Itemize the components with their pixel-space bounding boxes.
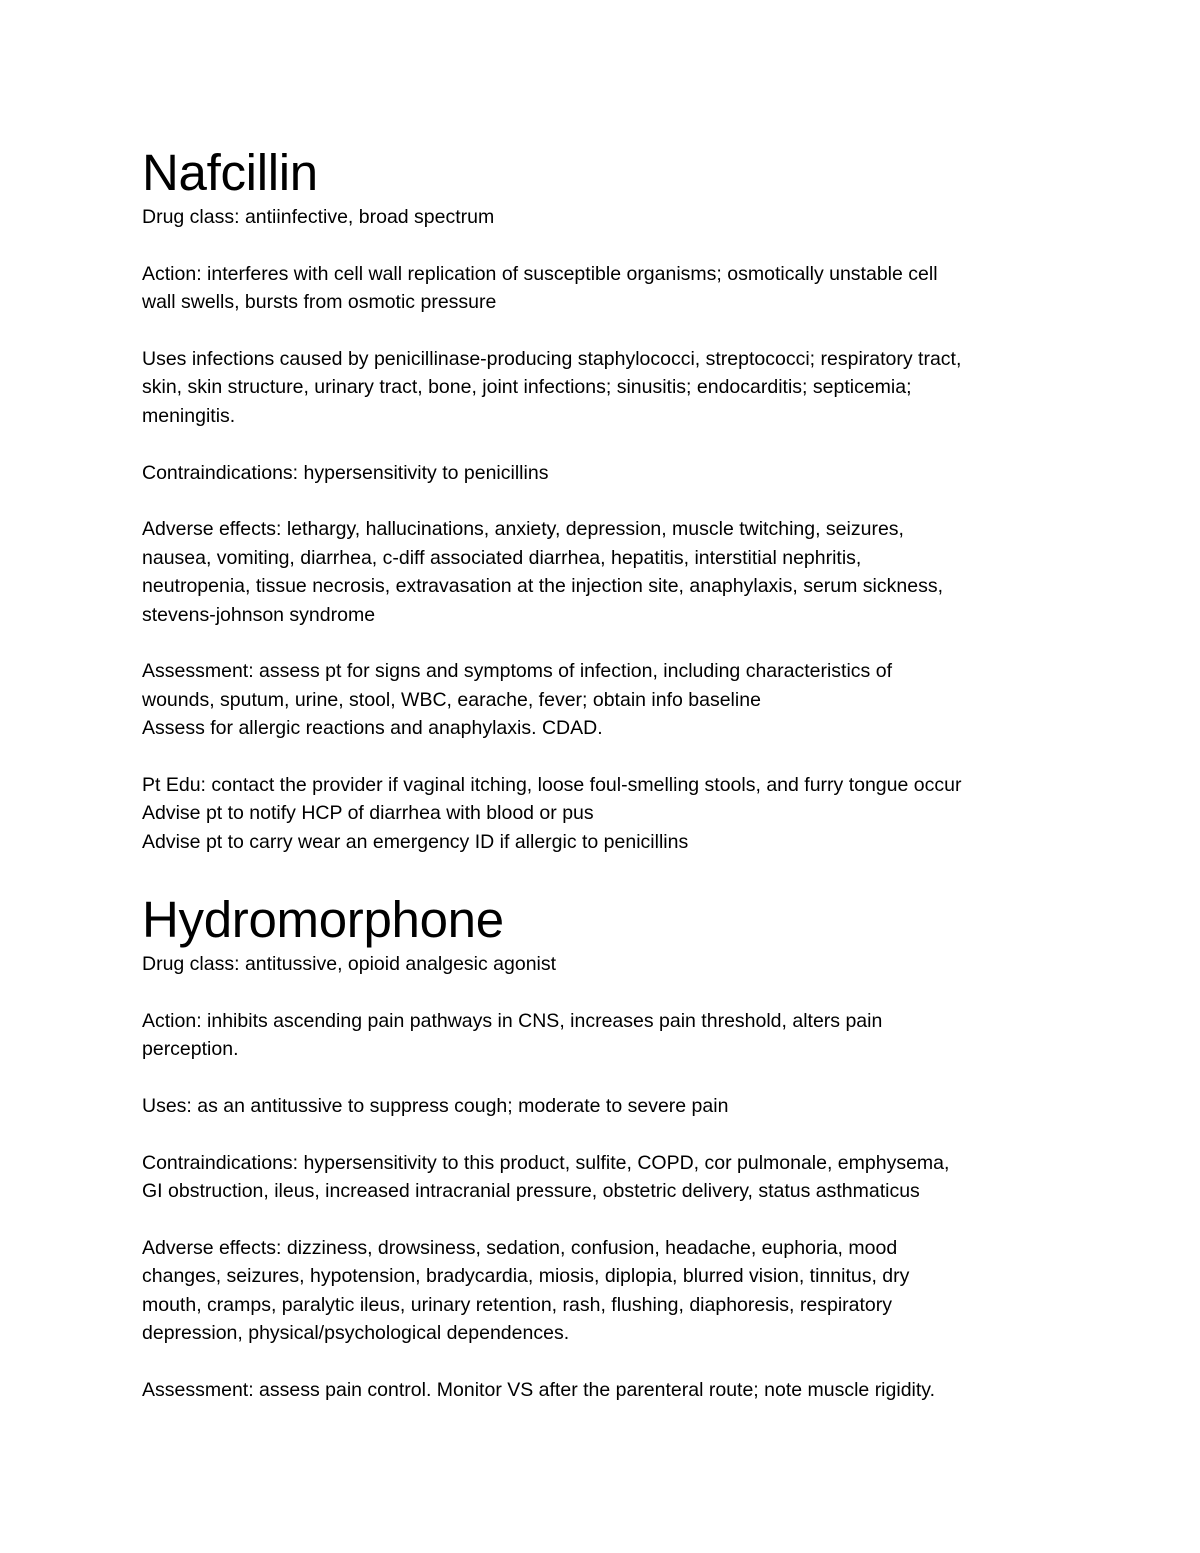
text-line: nausea, vomiting, diarrhea, c-diff associated diarrhea, hepatitis, interstitial nephritis, xyxy=(142,546,862,569)
text-line: changes, seizures, hypotension, bradycardia, miosis, diplopia, blurred vision, tinnitus, dry xyxy=(142,1265,910,1288)
drug-section-hydromorphone xyxy=(142,890,1072,1404)
text-line: Assess for allergic reactions and anaphylaxis. CDAD. xyxy=(142,717,603,740)
drug-paragraph xyxy=(142,950,1072,978)
drug-paragraph xyxy=(142,203,1072,231)
text-line: Uses: as an antitussive to suppress cough; moderate to severe pain xyxy=(142,1095,729,1117)
paragraph-spacer xyxy=(142,743,1072,771)
text-line: Uses infections caused by penicillinase-producing staphylococci, streptococci; respiratory tract, xyxy=(142,348,962,370)
paragraph-spacer xyxy=(142,1120,1072,1148)
text-line: Assessment: assess pain control. Monitor VS after the parenteral route; note muscle rigidity. xyxy=(142,1379,936,1402)
drug-paragraph xyxy=(142,459,1072,487)
text-line: meningitis. xyxy=(142,404,236,427)
paragraph-spacer xyxy=(142,1206,1072,1234)
drug-paragraph xyxy=(142,657,1072,742)
text-line: mouth, cramps, paralytic ileus, urinary retention, rash, flushing, diaphoresis, respiratory xyxy=(142,1293,892,1316)
paragraph-spacer xyxy=(142,629,1072,657)
text-line: depression, physical/psychological dependences. xyxy=(142,1322,570,1345)
drug-paragraph xyxy=(142,1092,1072,1120)
text-line: Drug class: antiinfective, broad spectrum xyxy=(142,206,495,228)
text-line: Assessment: assess pt for signs and symptoms of infection, including characteristics of xyxy=(142,660,892,683)
text-line: neutropenia, tissue necrosis, extravasation at the injection site, anaphylaxis, serum sickness, xyxy=(142,575,943,598)
paragraph-spacer xyxy=(142,231,1072,259)
text-line: Advise pt to notify HCP of diarrhea with blood or pus xyxy=(142,802,594,825)
text-line: Drug class: antitussive, opioid analgesic agonist xyxy=(142,953,557,975)
text-line: Contraindications: hypersensitivity to penicillins xyxy=(142,461,549,484)
drug-paragraph xyxy=(142,1007,1072,1064)
text-line: wounds, sputum, urine, stool, WBC, earache, fever; obtain info baseline xyxy=(142,688,761,711)
text-line: Pt Edu: contact the provider if vaginal itching, loose foul-smelling stools, and furry tongue occur xyxy=(142,774,962,797)
drug-paragraph xyxy=(142,515,1072,629)
paragraph-spacer xyxy=(142,978,1072,1006)
drug-paragraph xyxy=(142,1376,1072,1404)
text-line: GI obstruction, ileus, increased intracranial pressure, obstetric delivery, status asthmaticus xyxy=(142,1180,920,1203)
drug-title: Nafcillin xyxy=(142,144,318,201)
text-line: Action: interferes with cell wall replication of susceptible organisms; osmotically unstable cell xyxy=(142,262,938,285)
drug-paragraph xyxy=(142,260,1072,317)
text-line: Contraindications: hypersensitivity to this product, sulfite, COPD, cor pulmonale, emphysema, xyxy=(142,1151,950,1174)
paragraph-spacer xyxy=(142,317,1072,345)
paragraph-spacer xyxy=(142,430,1072,458)
text-line: Adverse effects: lethargy, hallucinations, anxiety, depression, muscle twitching, seizures, xyxy=(142,518,904,541)
drug-paragraph xyxy=(142,345,1072,430)
text-line: Action: inhibits ascending pain pathways in CNS, increases pain threshold, alters pain xyxy=(142,1009,883,1032)
drug-paragraph xyxy=(142,1149,1072,1206)
paragraph-spacer xyxy=(142,487,1072,515)
drug-title: Hydromorphone xyxy=(142,891,504,948)
text-line: wall swells, bursts from osmotic pressure xyxy=(142,291,497,314)
text-line: Adverse effects: dizziness, drowsiness, sedation, confusion, headache, euphoria, mood xyxy=(142,1237,898,1259)
paragraph-spacer xyxy=(142,1348,1072,1376)
drug-paragraph xyxy=(142,771,1072,856)
text-line: perception. xyxy=(142,1038,239,1061)
text-line: skin, skin structure, urinary tract, bone, joint infections; sinusitis; endocarditis; septicemia; xyxy=(142,376,912,399)
text-line: stevens-johnson syndrome xyxy=(142,603,376,626)
paragraph-spacer xyxy=(142,1064,1072,1092)
drug-paragraph xyxy=(142,1234,1072,1348)
drug-section-nafcillin xyxy=(142,143,1072,856)
text-line: Advise pt to carry wear an emergency ID if allergic to penicillins xyxy=(142,830,689,853)
